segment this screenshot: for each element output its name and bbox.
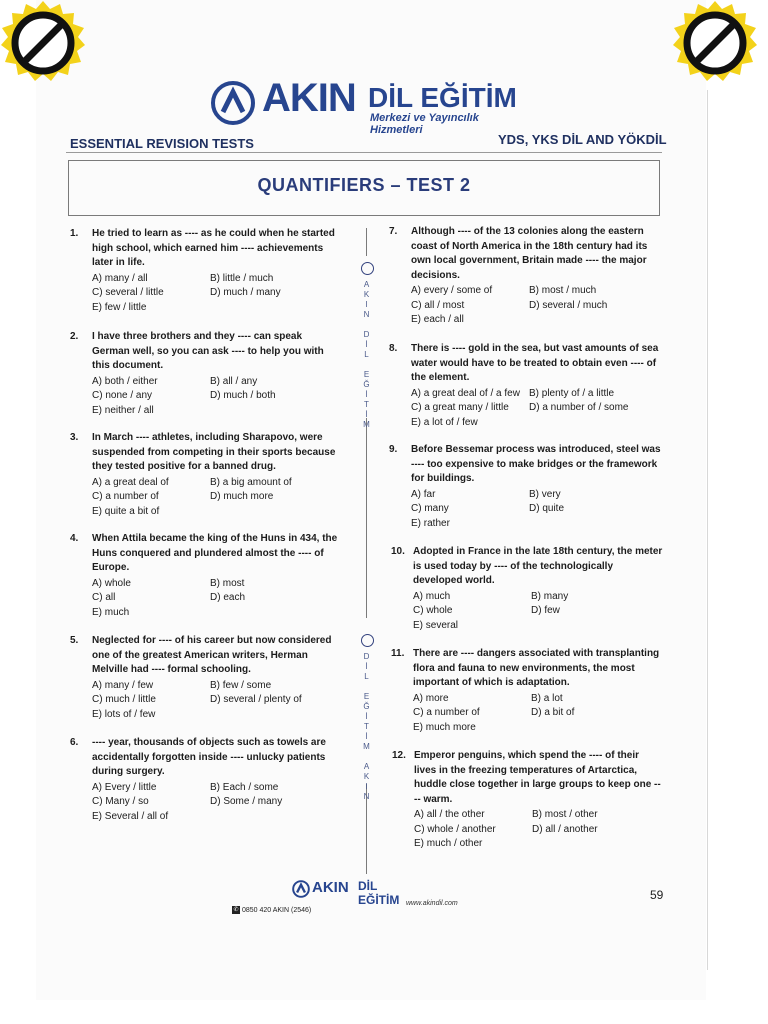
option-e: E) neither / all	[92, 404, 154, 416]
option-a: A) many / few	[92, 679, 154, 691]
page-title: QUANTIFIERS – TEST 2	[257, 175, 471, 195]
series-title: ESSENTIAL REVISION TESTS	[70, 136, 254, 151]
footer-phone: ✆ 0850 420 AKIN (2546)	[233, 906, 312, 914]
option-b: B) many	[531, 590, 569, 602]
option-d: D) much more	[210, 491, 274, 502]
option-c: C) a number of	[92, 491, 159, 502]
option-a: A) far	[411, 488, 436, 500]
option-a: A) a great deal of / a few	[411, 387, 520, 399]
logo-dil-egitim: DİL EĞİTİM	[368, 82, 517, 113]
option-d: D) much / many	[210, 287, 281, 298]
footer-dil-egitim: DİL EĞİTİM	[358, 879, 400, 907]
question-10: 10. Adopted in France in the late 18th century, the meter is used today by ---- of the technologically developed world. A) much B) many C) whole D) few E) several	[413, 545, 663, 633]
option-c: C) much / little	[92, 694, 156, 705]
option-b: B) very	[529, 488, 561, 500]
logo-subtitle: Merkezi ve Yayıncılık Hizmetleri	[370, 112, 479, 136]
option-a: A) whole	[92, 577, 131, 589]
option-b: B) few / some	[210, 679, 272, 691]
page-edge-line	[707, 90, 708, 970]
option-a: A) many / all	[92, 272, 148, 284]
no-entry-sticker-icon	[0, 0, 86, 86]
question-8: 8. There is ---- gold in the sea, but vast amounts of sea water would have to be treated to obtain even ---- of the element. A) a great deal of / a few B) plenty of / a little C) a great many / little D) a number of / some E) a lot of / few	[411, 342, 661, 430]
option-d: D) several / plenty of	[210, 694, 302, 705]
option-a: A) Every / little	[92, 781, 157, 793]
option-e: E) rather	[411, 517, 450, 529]
footer-website: www.akindil.com	[406, 900, 458, 907]
question-1: 1. He tried to learn as ---- as he could when he started high school, which earned him ---- achievements later in life. A) many / all B) little / much C) several / little D) much / many E) few / little	[92, 227, 342, 315]
question-5: 5. Neglected for ---- of his career but now considered one of the greatest American writers, Herman Melville had ---- formal schooling. A) many / few B) few / some C) much / little D) several / plenty of E) lots of / few	[92, 634, 342, 722]
option-b: B) little / much	[210, 272, 274, 284]
option-e: E) each / all	[411, 314, 464, 325]
option-e: E) quite a bit of	[92, 505, 160, 517]
watermark-logo-icon	[361, 634, 374, 647]
option-a: A) much	[413, 590, 451, 602]
option-a: A) a great deal of	[92, 476, 169, 488]
option-b: B) a lot	[531, 692, 563, 704]
question-11: 11. There are ---- dangers associated with transplanting flora and fauna to new environments, the most important of which is adaptation. A) more B) a lot C) a number of D) a bit of E) much more	[413, 647, 663, 735]
option-e: E) lots of / few	[92, 708, 156, 720]
option-d: D) all / another	[532, 823, 598, 835]
option-c: C) whole	[413, 605, 453, 616]
question-7: 7. Although ---- of the 13 colonies along the eastern coast of North America in the 18th century had its own local government, Britain made ---- the major decisions. A) every / some of B) most / much C) all / most D) several / much E) each / all	[411, 225, 661, 328]
option-e: E) much more	[413, 721, 476, 733]
akin-logo-icon	[210, 80, 256, 126]
option-b: B) a big amount of	[210, 476, 292, 488]
option-d: D) a number of / some	[529, 402, 629, 413]
option-b: B) most / other	[532, 809, 598, 820]
option-d: D) several / much	[529, 299, 608, 311]
option-c: C) all / most	[411, 299, 465, 311]
exam-names: YDS, YKS DİL AND YÖKDİL	[498, 132, 667, 147]
option-b: B) most / much	[529, 285, 597, 296]
akin-logo-icon	[292, 880, 310, 898]
column-divider	[366, 418, 367, 618]
option-c: C) none / any	[92, 390, 153, 401]
option-d: D) Some / many	[210, 796, 283, 807]
option-c: C) several / little	[92, 287, 164, 298]
option-a: A) both / either	[92, 375, 158, 387]
footer-wordmark: AKIN	[312, 879, 349, 896]
question-4: 4. When Attila became the king of the Huns in 434, the Huns conquered and plundered almost the ---- of Europe. A) whole B) most C) all D) each E) much	[92, 532, 342, 620]
option-d: D) few	[531, 605, 560, 616]
option-d: D) each	[210, 592, 246, 603]
header-rule	[66, 152, 662, 153]
option-e: E) much	[92, 606, 130, 618]
page-number: 59	[650, 888, 664, 902]
option-b: B) all / any	[210, 375, 258, 387]
option-c: C) a number of	[413, 707, 480, 718]
option-c: C) a great many / little	[411, 402, 509, 413]
option-a: A) more	[413, 692, 449, 704]
title-box	[68, 160, 660, 216]
option-a: A) all / the other	[414, 809, 485, 820]
option-b: B) most	[210, 577, 245, 589]
phone-icon: ✆	[233, 907, 239, 913]
option-e: E) several	[413, 619, 459, 631]
watermark-logo-icon	[361, 262, 374, 275]
option-e: E) much / other	[414, 838, 483, 849]
option-e: E) a lot of / few	[411, 416, 478, 428]
option-b: B) plenty of / a little	[529, 387, 615, 399]
question-6: 6. ---- year, thousands of objects such as towels are accidentally forgotten inside ---- unlucky patients during surgery. A) Every / little B) Each / some C) Many / so D) Some / many E) Several / all of	[92, 736, 342, 824]
column-watermark: D İ L E Ğ İ T İ M A K I N	[363, 652, 371, 801]
option-d: D) quite	[529, 503, 565, 514]
no-entry-sticker-icon	[672, 0, 758, 86]
question-9: 9. Before Bessemar process was introduced, steel was ---- too expensive to make bridges or the framework for buildings. A) far B) very C) many D) quite E) rather	[411, 443, 661, 531]
column-watermark: A K I N D İ L E Ğ İ T İ M	[363, 280, 371, 429]
brand-logo	[210, 76, 530, 136]
option-d: D) much / both	[210, 390, 276, 401]
option-d: D) a bit of	[531, 707, 575, 718]
logo-wordmark: AKIN	[262, 76, 356, 120]
option-c: C) all	[92, 592, 116, 603]
option-e: E) Several / all of	[92, 810, 169, 822]
option-e: E) few / little	[92, 301, 147, 313]
option-c: C) many	[411, 503, 449, 514]
option-c: C) Many / so	[92, 796, 149, 807]
column-divider	[366, 228, 367, 256]
option-c: C) whole / another	[414, 823, 496, 835]
option-b: B) Each / some	[210, 781, 279, 793]
question-2: 2. I have three brothers and they ---- can speak German well, so you can ask ---- to help you with this document. A) both / either B) all / any C) none / any D) much / both E) neither / all	[92, 330, 342, 418]
option-a: A) every / some of	[411, 285, 493, 296]
question-3: 3. In March ---- athletes, including Sharapovo, were suspended from competing in their sports because they tested positive for a banned drug. A) a great deal of B) a big amount of C) a number of D) much more E) quite a bit of	[92, 431, 342, 519]
footer-logo	[292, 878, 412, 907]
question-12: 12. Emperor penguins, which spend the ---- of their lives in the freezing temperatures of Artarctica, huddle close together in large groups to keep one ---- warm. A) all / the other B) most / other C) whole / another D) all / another E) much / other	[414, 749, 664, 852]
